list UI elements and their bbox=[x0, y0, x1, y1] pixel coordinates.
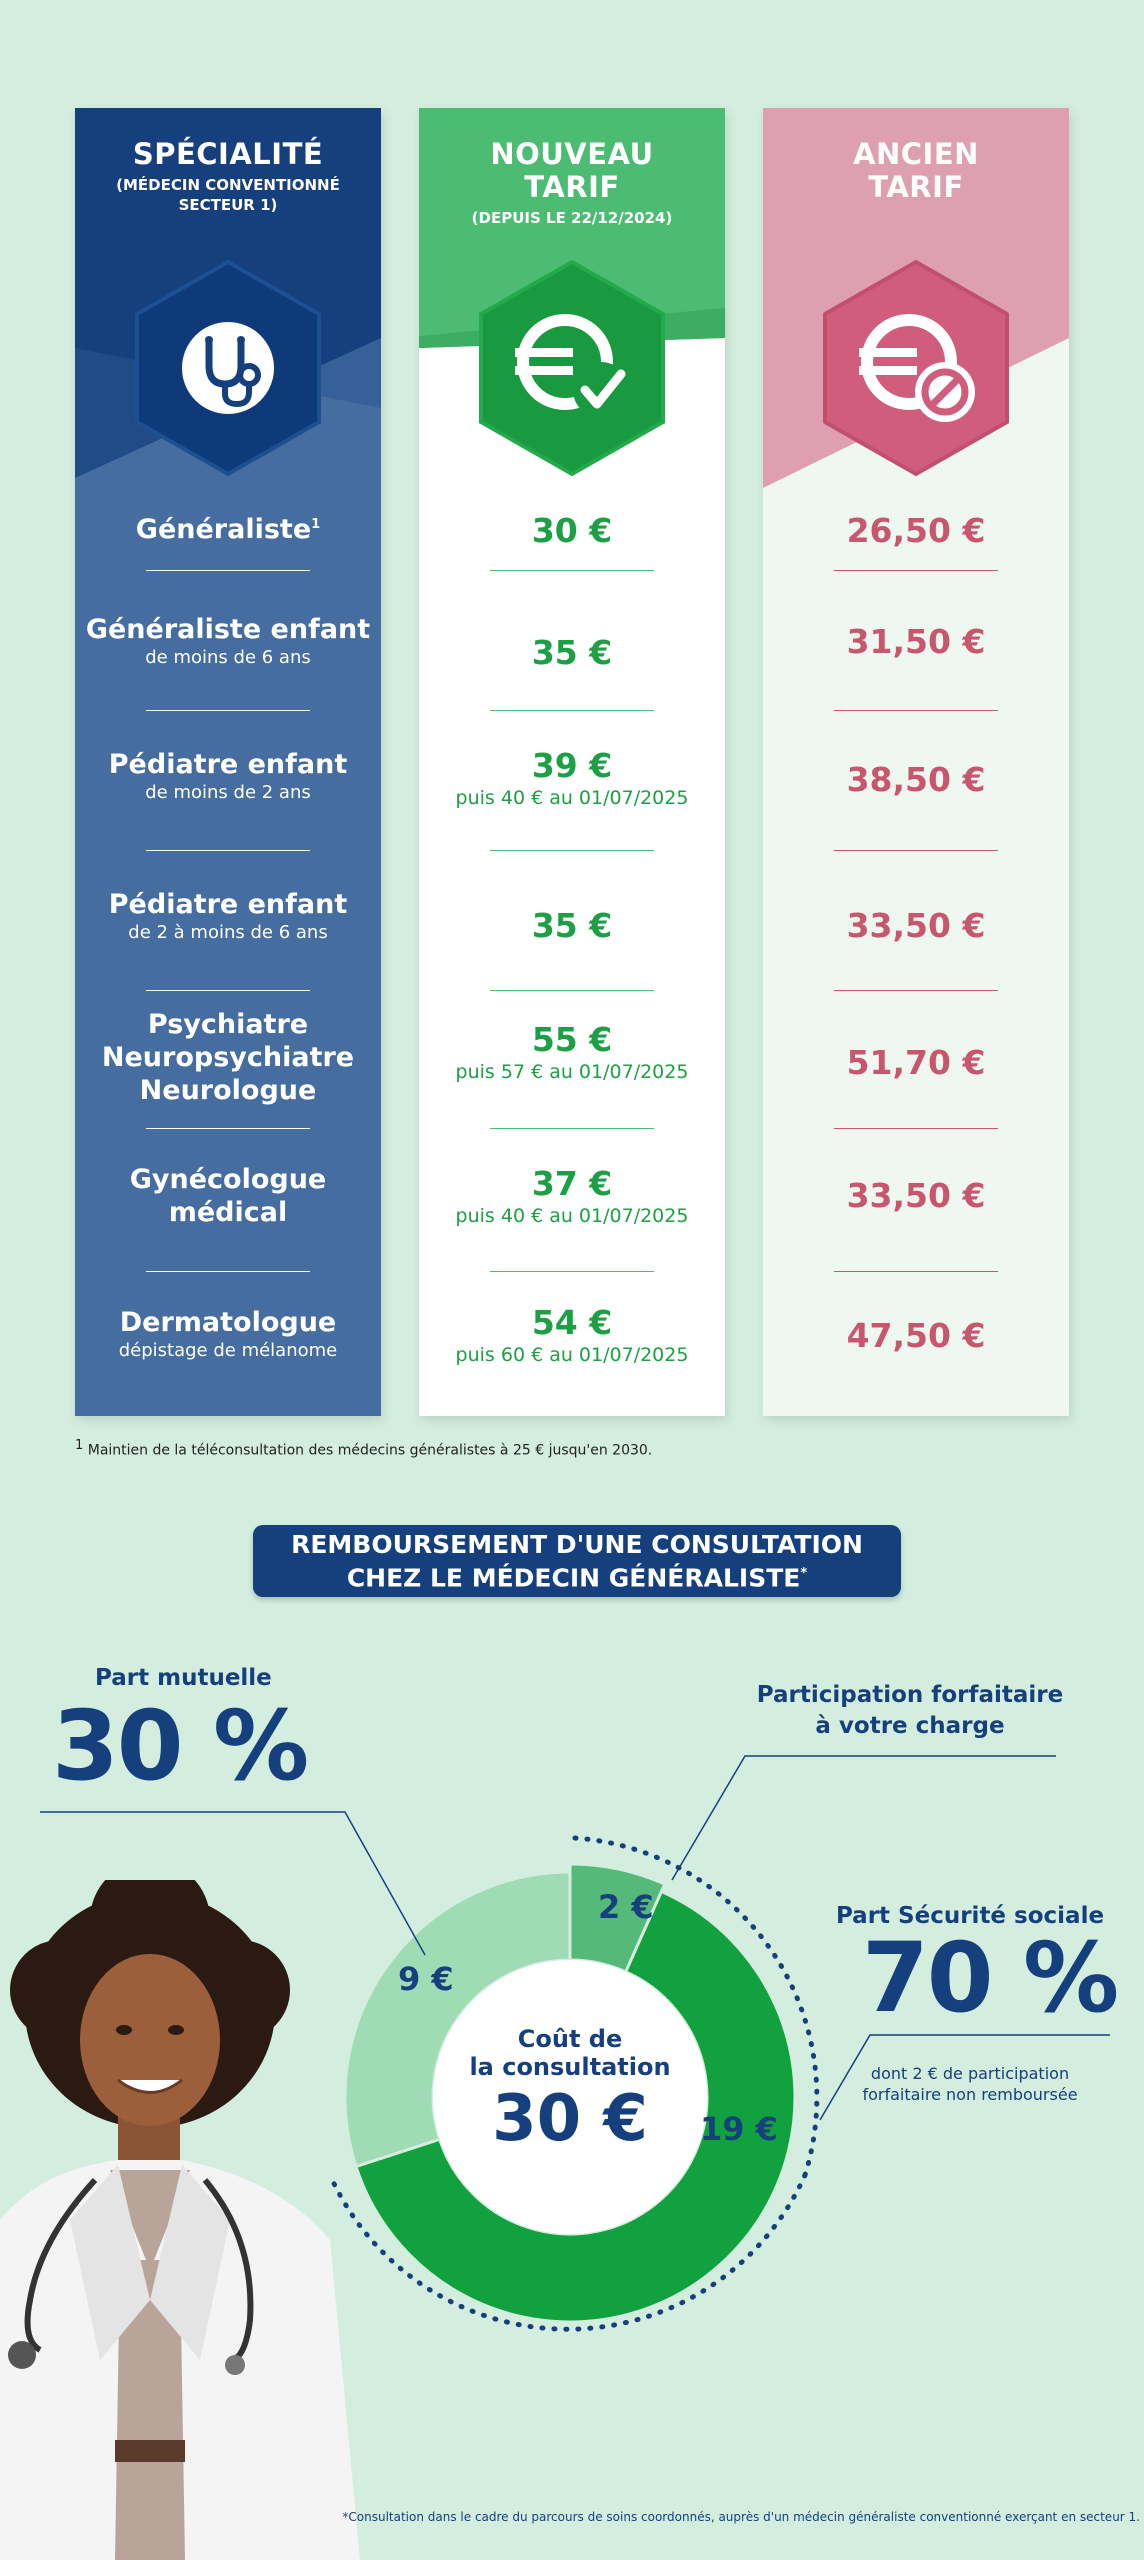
donut-center-label bbox=[440, 2025, 700, 2157]
banner-line2: CHEZ LE MÉDECIN GÉNÉRALISTE bbox=[346, 1563, 801, 1593]
specialty-name: Pédiatre enfant bbox=[108, 889, 348, 920]
old-price: 51,70 € bbox=[846, 1043, 986, 1082]
specialty-name: Dermatologue bbox=[119, 1307, 337, 1338]
footnote-text: Maintien de la téléconsultation des médecins généralistes à 25 € jusqu'en 2030. bbox=[87, 1442, 653, 1459]
new-rate-title-line2: TARIF bbox=[524, 170, 620, 204]
specialty-subtitle-line1: (MÉDECIN CONVENTIONNÉ bbox=[116, 176, 340, 194]
new-price: 37 € bbox=[531, 1164, 613, 1203]
secu-leader-line bbox=[820, 2035, 1110, 2120]
specialty-detail: de 2 à moins de 6 ans bbox=[128, 922, 328, 943]
specialty-name: Pédiatre enfant bbox=[108, 749, 348, 780]
forfait-label-line2: à votre charge bbox=[815, 1713, 1005, 1739]
new-price: 39 € bbox=[531, 746, 613, 785]
banner-line1: REMBOURSEMENT D'UNE CONSULTATION bbox=[291, 1529, 863, 1559]
old-price: 33,50 € bbox=[846, 906, 986, 945]
new-price-note: puis 60 € au 01/07/2025 bbox=[455, 1344, 689, 1366]
specialty-detail: de moins de 6 ans bbox=[145, 647, 311, 668]
old-price: 31,50 € bbox=[846, 622, 986, 661]
specialty-name-line3: Neurologue bbox=[139, 1075, 317, 1106]
old-price: 33,50 € bbox=[846, 1176, 986, 1215]
new-price: 54 € bbox=[531, 1303, 613, 1342]
old-price: 26,50 € bbox=[846, 511, 986, 550]
specialty-detail: dépistage de mélanome bbox=[118, 1340, 338, 1361]
mutuelle-percent: 30 % bbox=[52, 1690, 308, 1802]
center-value: 30 € bbox=[492, 2082, 648, 2156]
center-line1: Coût de bbox=[517, 2025, 623, 2053]
secu-percent: 70 % bbox=[862, 1922, 1118, 2034]
specialty-name-line2: Neuropsychiatre bbox=[101, 1042, 355, 1073]
slice-label-forfait: 2 € bbox=[598, 1888, 654, 1926]
new-price: 35 € bbox=[531, 906, 613, 945]
old-rate-title-line1: ANCIEN bbox=[853, 137, 979, 171]
specialty-subtitle-line2: SECTEUR 1) bbox=[178, 196, 278, 214]
forfait-label-line1: Participation forfaitaire bbox=[756, 1682, 1064, 1708]
slice-label-secu: 19 € bbox=[700, 2110, 778, 2148]
new-rate-title-line1: NOUVEAU bbox=[490, 137, 654, 171]
bottom-note: *Consultation dans le cadre du parcours de soins coordonnés, auprès d'un médecin généraliste conventionné exerçant en secteur 1. bbox=[342, 2510, 1140, 2524]
specialty-name-line2: médical bbox=[168, 1197, 288, 1228]
specialty-name: Généraliste enfant bbox=[85, 614, 371, 645]
new-price: 55 € bbox=[531, 1020, 613, 1059]
new-price: 30 € bbox=[531, 511, 613, 550]
banner-mark: * bbox=[800, 1565, 808, 1581]
old-price: 47,50 € bbox=[846, 1316, 986, 1355]
footnote-mark: 1 bbox=[75, 1438, 84, 1453]
new-price-note: puis 40 € au 01/07/2025 bbox=[455, 1205, 689, 1227]
old-rate-title-line2: TARIF bbox=[868, 170, 964, 204]
mutuelle-label: Part mutuelle bbox=[95, 1665, 272, 1691]
old-price: 38,50 € bbox=[846, 760, 986, 799]
specialty-name: Généraliste bbox=[135, 514, 312, 545]
secu-note-line2: forfaitaire non remboursée bbox=[862, 2085, 1078, 2104]
secu-label: Part Sécurité sociale bbox=[835, 1903, 1105, 1929]
specialty-name-line1: Psychiatre bbox=[147, 1009, 309, 1040]
new-price-note: puis 40 € au 01/07/2025 bbox=[455, 787, 689, 809]
doctor-photo bbox=[0, 1880, 380, 2560]
specialty-name-line1: Gynécologue bbox=[129, 1164, 327, 1195]
new-rate-subtitle: (DEPUIS LE 22/12/2024) bbox=[471, 209, 673, 227]
specialty-detail: de moins de 2 ans bbox=[145, 782, 311, 803]
secu-note-line1: dont 2 € de participation bbox=[870, 2064, 1070, 2083]
center-line2: la consultation bbox=[469, 2053, 671, 2081]
specialty-title: SPÉCIALITÉ bbox=[132, 137, 324, 171]
new-price: 35 € bbox=[531, 633, 613, 672]
footnote-mark: 1 bbox=[311, 517, 321, 532]
new-price-note: puis 57 € au 01/07/2025 bbox=[455, 1061, 689, 1083]
forfait-leader-line bbox=[672, 1756, 1056, 1880]
slice-label-mutuelle: 9 € bbox=[398, 1960, 454, 1998]
